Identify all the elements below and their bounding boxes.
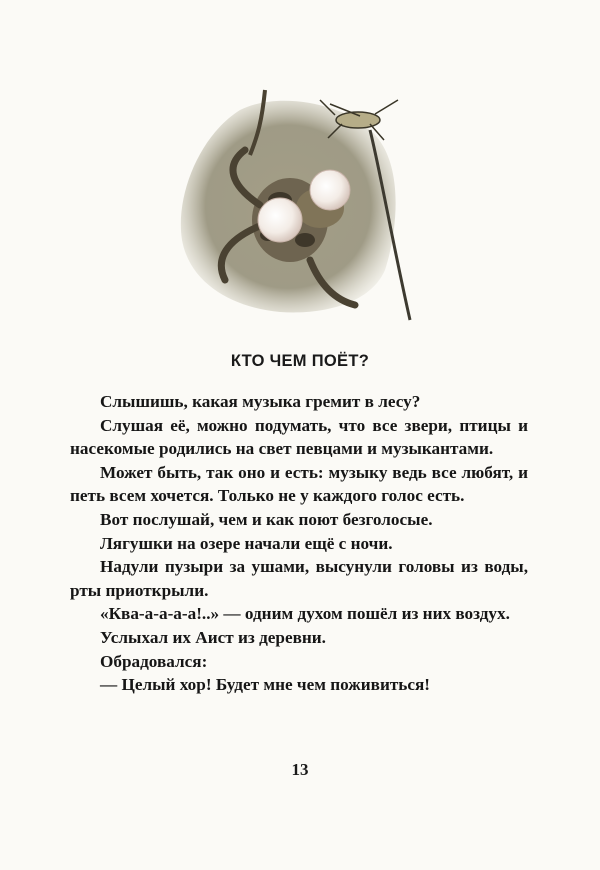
- vocal-sac-left: [258, 198, 302, 242]
- paragraph: Обрадовался:: [100, 651, 208, 671]
- page-number: 13: [291, 760, 309, 779]
- paragraph: — Целый хор! Будет мне чем поживиться!: [100, 675, 431, 695]
- chapter-title: КТО ЧЕМ ПОЁТ?: [230, 352, 370, 370]
- paragraph: Слушая её, можно подумать, что все звери, птицы и насекомые родились на свет певцами и музыкантами.: [70, 415, 528, 459]
- body-text: [70, 390, 528, 697]
- paragraph: Слышишь, какая музыка гремит в лесу?: [100, 392, 421, 411]
- paragraph: Может быть, так оно и есть: музыку ведь все любят, и петь всем хочется. Только не у каждого голос есть.: [70, 462, 528, 506]
- paragraph: Услыхал их Аист из деревни.: [100, 627, 326, 647]
- paragraph: Надули пузыри за ушами, высунули головы из воды, рты приоткрыли.: [70, 557, 528, 600]
- paragraph: Вот послушай, чем и как поют безголосые.: [100, 509, 433, 529]
- frog-grasshopper-illustration: [170, 80, 440, 335]
- vocal-sac-right: [310, 170, 350, 210]
- paragraph: «Ква-а-а-а-а!..» — одним духом пошёл из них воздух.: [100, 604, 510, 624]
- paragraph: Лягушки на озере начали ещё с ночи.: [100, 533, 393, 553]
